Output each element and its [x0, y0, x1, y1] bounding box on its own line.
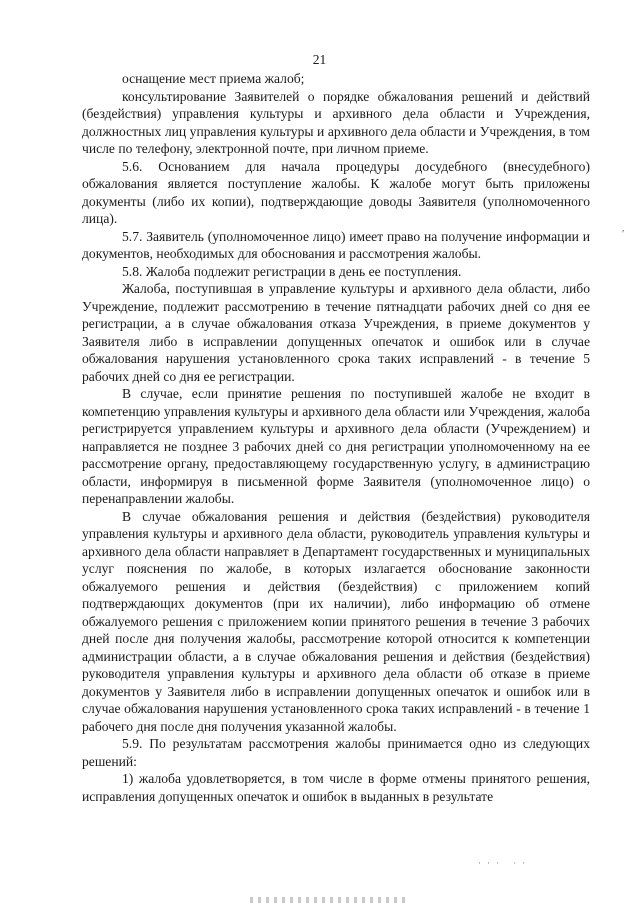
page-number: 21 [312, 52, 327, 67]
paragraph: 5.6. Основанием для начала процедуры досудебного (внесудебного) обжалования является поступление жалобы. К жалобе могут быть приложены документы (либо их копии), подтверждающие доводы Заявителя (уполномоченного лица). [82, 158, 590, 226]
paragraph: 1) жалоба удовлетворяется, в том числе в форме отмены принятого решения, исправления допущенных опечаток и ошибок в выданных в результате [82, 771, 590, 804]
paragraph: В случае, если принятие решения по поступившей жалобе не входит в компетенцию управления культуры и архивного дела области или Учреждения, жалоба регистрируется управлением культуры и архивного дела области (Учреждением) и направляется не позднее 3 рабочих дней со дня регистрации уполномоченному на ее рассмотрение органу, предоставляющему государственную услугу, в администрацию области, информируя в письменной форме Заявителя (уполномоченное лицо) о перенаправлении жалобы. [82, 386, 590, 506]
paragraph: 5.7. Заявитель (уполномоченное лицо) имеет право на получение информации и документов, необходимых для обоснования и рассмотрения жалобы. [82, 228, 590, 261]
scan-specks: ··· ·· [478, 858, 532, 868]
bottom-smudge [250, 897, 410, 903]
paragraph: В случае обжалования решения и действия (бездействия) руководителя управления культуры и архивного дела области, руководитель управления культуры и архивного дела области направляет в Департамент государственных и муниципальных услуг пояснения по жалобе, в которых излагается обоснование законности обжалуемого решения и действия (бездействия) с приложением копий подтверждающих документов (при их наличии), либо информацию об отмене обжалуемого решения с приложением копии принятого решения в течение 3 рабочих дней после дня получения жалобы, рассмотрение которой относится к компетенции администрации области, а в случае обжалования решения и действия (бездействия) руководителя управления культуры и архивного дела области об отказе в приеме документов у Заявителя либо в исправлении допущенных опечаток и ошибок или в случае обжалования нарушения установленного срока таких исправлений - в течение 1 рабочего дня после дня получения указанной жалобы. [82, 508, 590, 734]
paragraph: 5.8. Жалоба подлежит регистрации в день ее поступления. [122, 263, 462, 279]
document-body [82, 70, 590, 805]
paragraph: консультирование Заявителей о порядке обжалования решений и действий (бездействия) управления культуры и архивного дела области и Учреждения, должностных лиц управления культуры и архивного дела области и Учреждения, в том числе по телефону, электронной почте, при личном приеме. [82, 88, 590, 156]
margin-mark: ′ [622, 228, 625, 240]
paragraph: оснащение мест приема жалоб; [122, 71, 305, 86]
paragraph: Жалоба, поступившая в управление культуры и архивного дела области, либо Учреждение, подлежит рассмотрению в течение пятнадцати рабочих дней со дня ее регистрации, а в случае обжалования отказа Учреждения, в приеме документов у Заявителя либо в исправлении допущенных опечаток и ошибок или в случае обжалования нарушения установленного срока таких исправлений - в течение 5 рабочих дней со дня ее регистрации. [82, 281, 590, 384]
paragraph: 5.9. По результатам рассмотрения жалобы принимается одно из следующих решений: [82, 736, 590, 769]
